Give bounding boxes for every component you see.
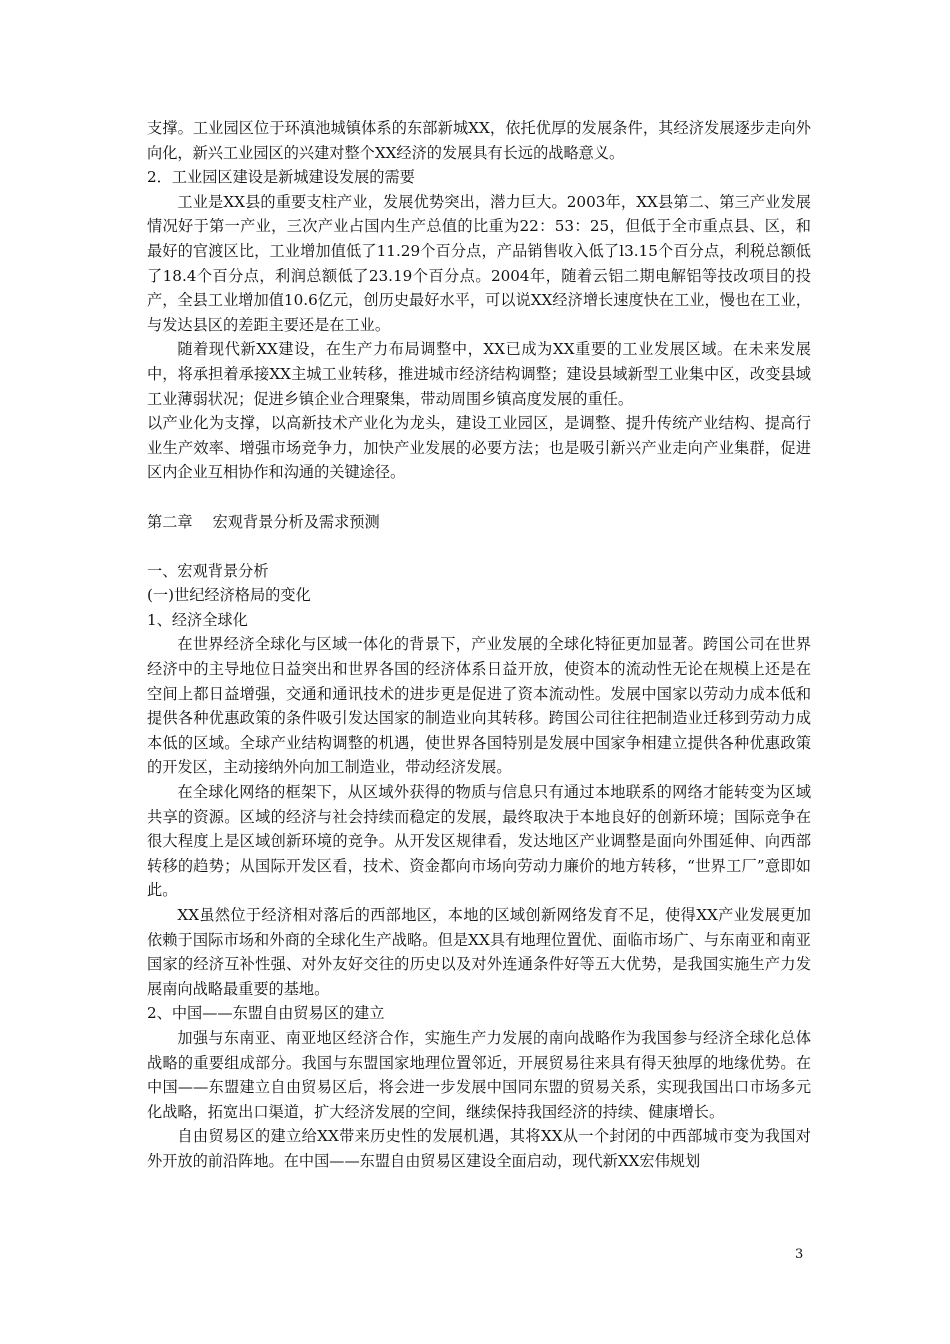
blank-line (147, 534, 811, 559)
paragraph: XX虽然位于经济相对落后的西部地区，本地的区域创新网络发育不足，使得XX产业发展更加依赖于国际市场和外商的全球化生产战略。但是XX具有地理位置优、面临市场广、与东南亚和南亚国家的经济互补性强、对外友好交往的历史以及对外连通条件好等五大优势，是我国实施生产力发展南向战略最重要的基地。 (147, 906, 811, 998)
chapter-heading: 第二章 宏观背景分析及需求预测 (147, 512, 380, 531)
section-heading: 2．工业园区建设是新城建设发展的需要 (147, 168, 415, 187)
paragraph: 加强与东南亚、南亚地区经济合作，实施生产力发展的南向战略作为我国参与经济全球化总体战略的重要组成部分。我国与东盟国家地理位置邻近，开展贸易往来具有得天独厚的地缘优势。在中国——东盟建立自由贸易区后，将会进一步发展中国同东盟的贸易关系，实现我国出口市场多元化战略，拓宽出口渠道，扩大经济发展的空间，继续保持我国经济的持续、健康增长。 (147, 1028, 811, 1121)
subsection-heading: 2、中国——东盟自由贸易区的建立 (147, 1004, 385, 1023)
document-page (147, 116, 811, 1174)
paragraph: 在全球化网络的框架下，从区域外获得的物质与信息只有通过本地联系的网络才能转变为区域共享的资源。区域的经济与社会持续而稳定的发展，最终取决于本地良好的创新环境；国际竞争在很大程度上是区域创新环境的竞争。从开发区规律看，发达地区产业调整是面向外围延伸、向西部转移的趋势；从国际开发区看，技术、资金都向市场向劳动力廉价的地方转移，“世界工厂”意即如此。 (147, 783, 811, 900)
subsection-heading: (一)世纪经济格局的变化 (147, 586, 311, 605)
blank-line (147, 485, 811, 510)
section-heading: 一、宏观背景分析 (147, 561, 269, 580)
page-number: 3 (795, 1247, 804, 1262)
paragraph: 随着现代新XX建设，在生产力布局调整中，XX已成为XX重要的工业发展区域。在未来发展中，将承担着承接XX主城工业转移，推进城市经济结构调整；建设县域新型工业集中区，改变县域工业薄弱状况；促进乡镇企业合理聚集，带动周围乡镇高度发展的重任。 (147, 340, 811, 408)
paragraph: 以产业化为支撑，以高新技术产业化为龙头，建设工业园区，是调整、提升传统产业结构、提高行业生产效率、增强市场竞争力，加快产业发展的必要方法；也是吸引新兴产业走向产业集群，促进区内企业互相协作和沟通的关键途径。 (147, 414, 811, 482)
paragraph: 自由贸易区的建立给XX带来历史性的发展机遇，其将XX从一个封闭的中西部城市变为我国对外开放的前沿阵地。在中国——东盟自由贸易区建设全面启动，现代新XX宏伟规划 (147, 1127, 811, 1170)
paragraph: 在世界经济全球化与区域一体化的背景下，产业发展的全球化特征更加显著。跨国公司在世界经济中的主导地位日益突出和世界各国的经济体系日益开放，使资本的流动性无论在规模上还是在空间上都日益增强，交通和通讯技术的进步更是促进了资本流动性。发展中国家以劳动力成本低和提供各种优惠政策的条件吸引发达国家的制造业向其转移。跨国公司往往把制造业迁移到劳动力成本低的区域。全球产业结构调整的机遇，使世界各国特别是发展中国家争相建立提供各种优惠政策的开发区，主动接纳外向加工制造业，带动经济发展。 (147, 635, 811, 777)
paragraph: 工业是XX县的重要支柱产业，发展优势突出，潜力巨大。2003年，XX县第二、第三产业发展情况好于第一产业，三次产业占国内生产总值的比重为22：53：25，但低于全市重点县、区，和最好的官渡区比，工业增加值低了11.29个百分点，产品销售收入低了l3.15个百分点，利税总额低了18.4个百分点，利润总额低了23.19个百分点。2004年，随着云铝二期电解铝等技改项目的投产，全县工业增加值10.6亿元，创历史最好水平，可以说XX经济增长速度快在工业，慢也在工业，与发达县区的差距主要还是在工业。 (147, 192, 811, 334)
subsection-heading: 1、经济全球化 (147, 610, 248, 629)
paragraph: 支撑。工业园区位于环滇池城镇体系的东部新城XX，依托优厚的发展条件，其经济发展逐步走向外向化，新兴工业园区的兴建对整个XX经济的发展具有长远的战略意义。 (147, 119, 811, 162)
